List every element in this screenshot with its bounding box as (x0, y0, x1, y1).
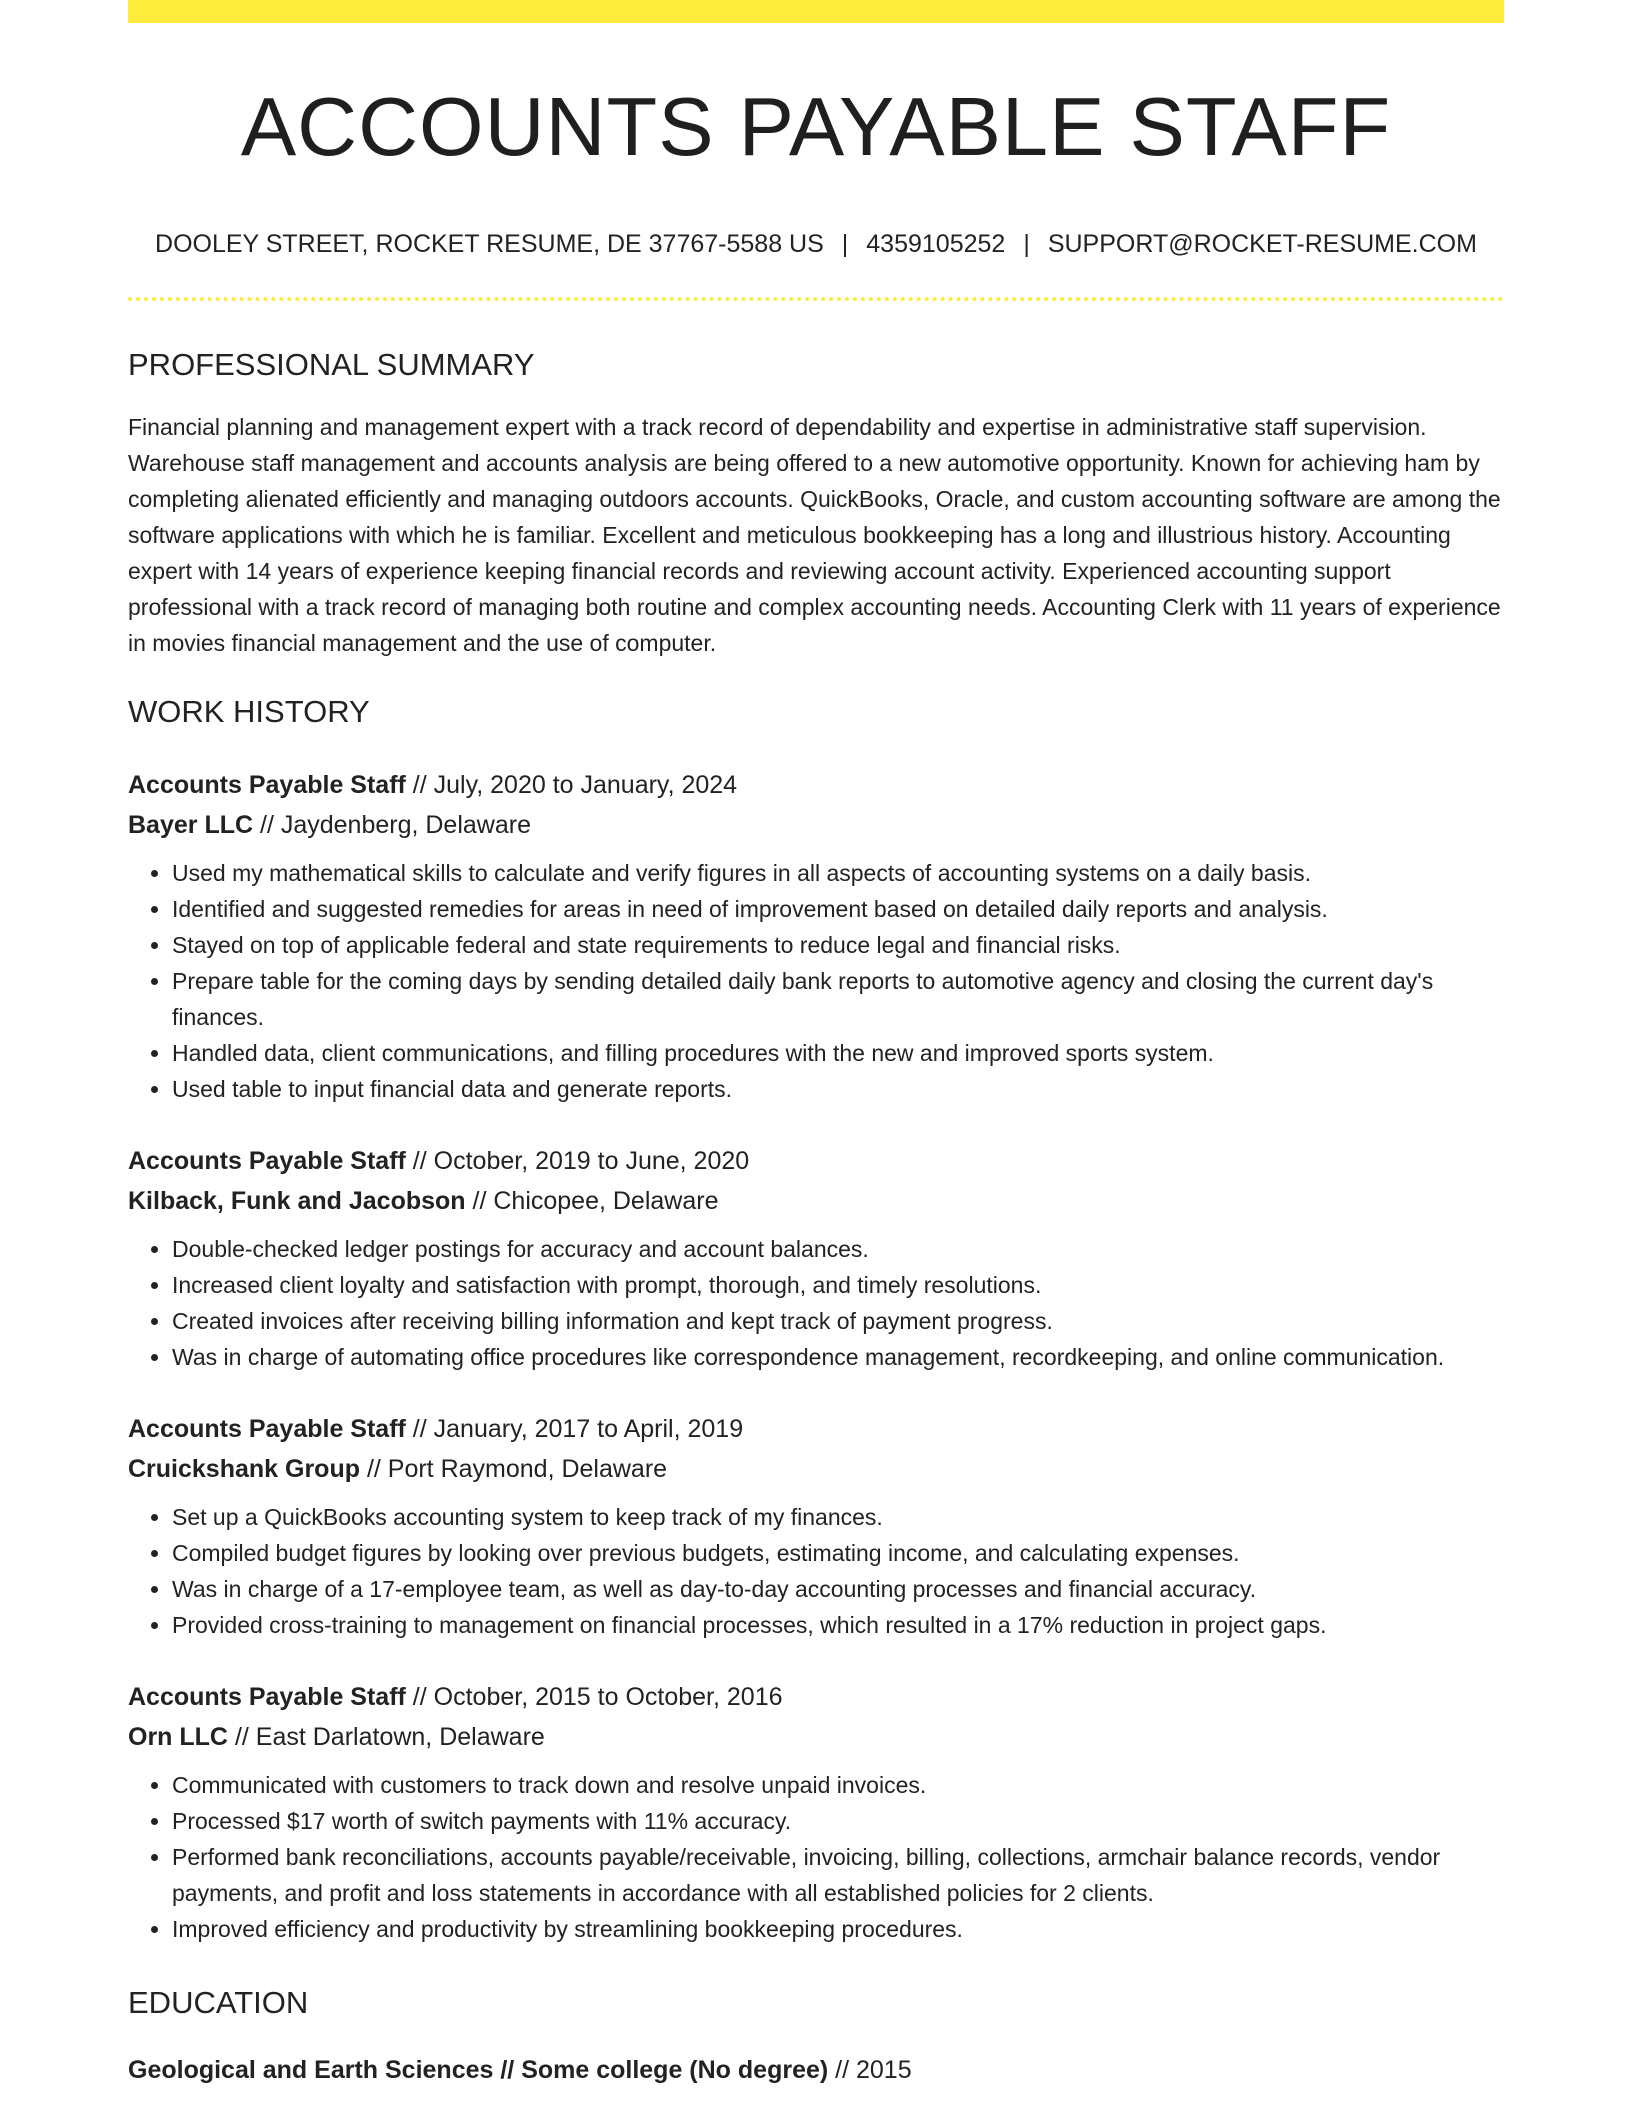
job-bullet: • Was in charge of automating office procedures like correspondence management, recordkeeping, and online communication. (172, 1339, 1504, 1375)
contact-separator: | (841, 230, 849, 258)
work-history-section-title: WORK HISTORY (128, 694, 370, 729)
job-entry (128, 1141, 1504, 1375)
dotted-divider (128, 297, 1504, 301)
contact-email: SUPPORT@ROCKET-RESUME.COM (1047, 230, 1477, 258)
accent-top-bar (128, 0, 1504, 23)
job-entry (128, 1677, 1504, 1947)
education-entry (128, 2050, 1504, 2090)
job-bullet: • Performed bank reconciliations, accounts payable/receivable, invoicing, billing, collections, armchair balance records, vendor payments, and profit and loss statements in accordance with all established policies for 2 clients. (172, 1839, 1504, 1911)
job-company-line (128, 1717, 1504, 1757)
job-bullet: • Identified and suggested remedies for areas in need of improvement based on detailed daily reports and analysis. (172, 891, 1504, 927)
job-company: Kilback, Funk and Jacobson (128, 1187, 466, 1215)
contact-phone: 4359105252 (866, 230, 1006, 258)
education-section-title: EDUCATION (128, 1985, 309, 2020)
summary-section-title: PROFESSIONAL SUMMARY (128, 347, 535, 382)
job-company-line (128, 1181, 1504, 1221)
job-dates: // January, 2017 to April, 2019 (405, 1415, 744, 1443)
job-role: Accounts Payable Staff (128, 771, 406, 799)
job-dates: // October, 2019 to June, 2020 (405, 1147, 750, 1175)
job-bullet: • Increased client loyalty and satisfaction with prompt, thorough, and timely resolutions. (172, 1267, 1504, 1303)
contact-line (128, 232, 1504, 257)
job-dates: // October, 2015 to October, 2016 (405, 1683, 783, 1711)
job-bullet-list (128, 1767, 1504, 1947)
job-company: Bayer LLC (128, 811, 254, 839)
job-role: Accounts Payable Staff (128, 1683, 406, 1711)
job-role: Accounts Payable Staff (128, 1147, 406, 1175)
job-bullet: • Used table to input financial data and generate reports. (172, 1071, 1504, 1107)
education-year: // 2015 (828, 2056, 912, 2084)
job-entry (128, 1409, 1504, 1643)
job-bullet: • Handled data, client communications, and filling procedures with the new and improved sports system. (172, 1035, 1504, 1071)
job-location: // East Darlatown, Delaware (228, 1723, 545, 1751)
job-bullet: • Compiled budget figures by looking over previous budgets, estimating income, and calculating expenses. (172, 1535, 1504, 1571)
contact-address: DOOLEY STREET, ROCKET RESUME, DE 37767-5588 US (155, 230, 824, 258)
contact-separator: | (1023, 230, 1030, 258)
resume-name-title: ACCOUNTS PAYABLE STAFF (240, 80, 1392, 173)
job-role: Accounts Payable Staff (128, 1415, 406, 1443)
job-dates: // July, 2020 to January, 2024 (405, 771, 738, 799)
job-bullet-list (128, 855, 1504, 1107)
job-bullet: • Set up a QuickBooks accounting system to keep track of my finances. (172, 1499, 1504, 1535)
job-bullet: • Prepare table for the coming days by sending detailed daily bank reports to automotive agency and closing the current day's finances. (172, 963, 1504, 1035)
job-location: // Jaydenberg, Delaware (253, 811, 531, 839)
job-company-line (128, 805, 1504, 845)
resume-page (128, 0, 1504, 2090)
job-role-line (128, 765, 1504, 805)
job-bullet: • Stayed on top of applicable federal and state requirements to reduce legal and financial risks. (172, 927, 1504, 963)
job-bullet: • Provided cross-training to management on financial processes, which resulted in a 17% reduction in project gaps. (172, 1607, 1504, 1643)
job-location: // Chicopee, Delaware (465, 1187, 719, 1215)
job-bullet: • Created invoices after receiving billing information and kept track of payment progress. (172, 1303, 1504, 1339)
job-role-line (128, 1677, 1504, 1717)
job-bullet-list (128, 1231, 1504, 1375)
work-history-list (128, 765, 1504, 1947)
job-bullet: • Processed $17 worth of switch payments with 11% accuracy. (172, 1803, 1504, 1839)
job-entry (128, 765, 1504, 1107)
job-bullet: • Used my mathematical skills to calculate and verify figures in all aspects of accounting systems on a daily basis. (172, 855, 1504, 891)
job-role-line (128, 1141, 1504, 1181)
education-degree: Geological and Earth Sciences // Some college (No degree) (128, 2056, 829, 2084)
job-location: // Port Raymond, Delaware (360, 1455, 668, 1483)
job-bullet: • Double-checked ledger postings for accuracy and account balances. (172, 1231, 1504, 1267)
job-bullet: • Was in charge of a 17-employee team, as well as day-to-day accounting processes and financial accuracy. (172, 1571, 1504, 1607)
job-company: Orn LLC (128, 1723, 228, 1751)
job-bullet: • Communicated with customers to track down and resolve unpaid invoices. (172, 1767, 1504, 1803)
job-company-line (128, 1449, 1504, 1489)
job-company: Cruickshank Group (128, 1455, 360, 1483)
summary-text: Financial planning and management expert with a track record of dependability and expertise in administrative staff supervision. Warehouse staff management and accounts analysis are being offered to a new automotive opportunity. Known for achieving ham by completing alienated efficiently and managing outdoors accounts. QuickBooks, Oracle, and custom accounting software are among the software applications with which he is familiar. Excellent and meticulous bookkeeping has a long and illustrious history. Accounting expert with 14 years of experience keeping financial records and reviewing account activity. Experienced accounting support professional with a track record of managing both routine and complex accounting needs. Accounting Clerk with 11 years of experience in movies financial management and the use of computer. (128, 414, 1501, 656)
job-bullet: • Improved efficiency and productivity by streamlining bookkeeping procedures. (172, 1911, 1504, 1947)
job-role-line (128, 1409, 1504, 1449)
job-bullet-list (128, 1499, 1504, 1643)
